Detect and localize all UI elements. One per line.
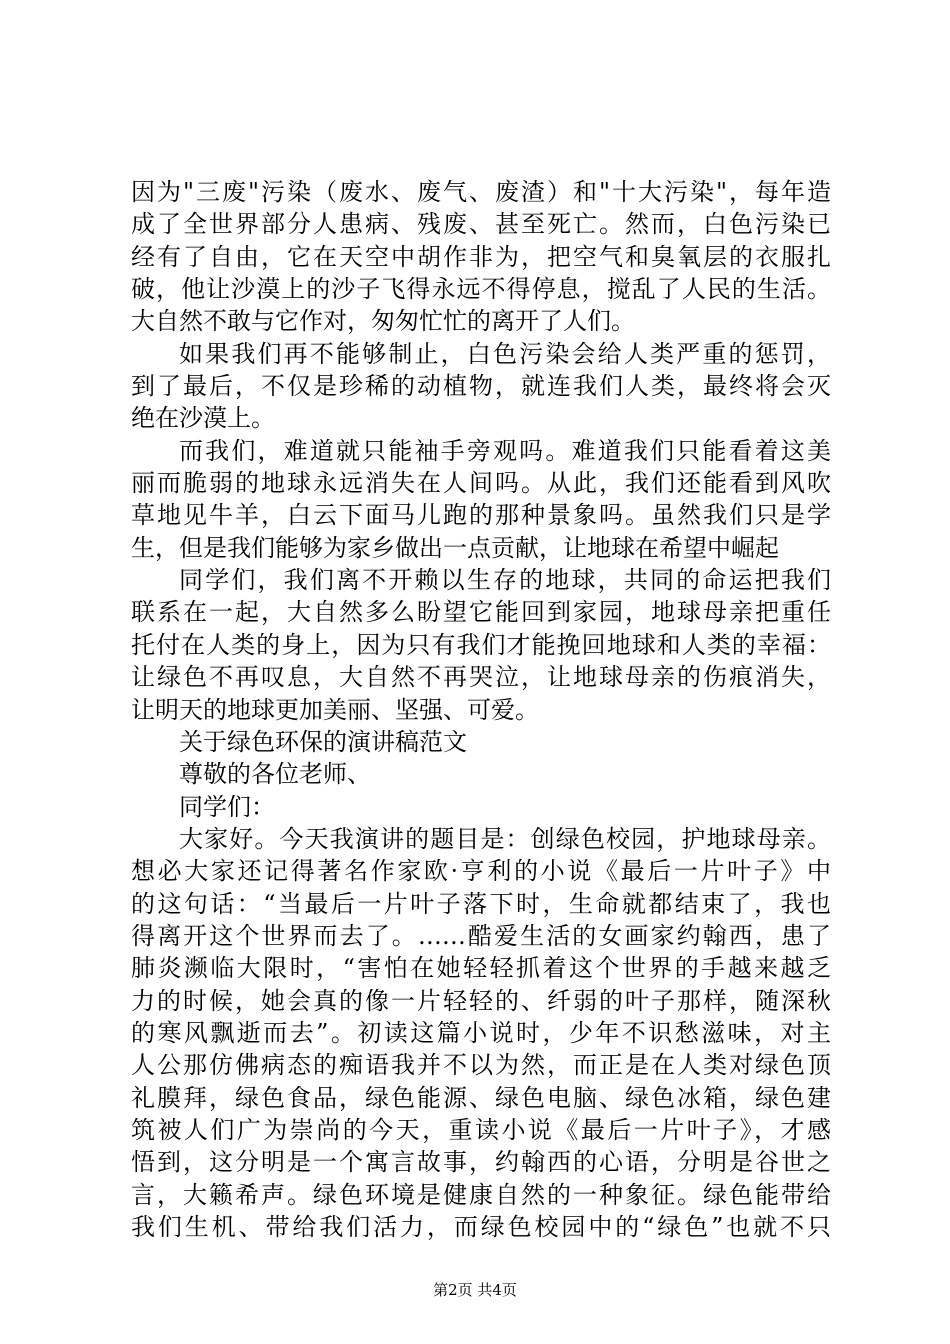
text-line: 筑被人们广为崇尚的今天，重读小说《最后一片叶子》，才感 <box>131 1115 831 1144</box>
text-line: 想必大家还记得著名作家欧·亨利的小说《最后一片叶子》中 <box>131 857 831 886</box>
text-line: 因为"三废"污染（废水、废气、废渣）和"十大污染"，每年造 <box>131 178 831 206</box>
text-line: 的这句话：“当最后一片叶子落下时，生命就都结束了，我也 <box>131 889 831 918</box>
text-line: 而我们，难道就只能袖手旁观吗。难道我们只能看着这美 <box>179 436 831 465</box>
document-body <box>131 176 831 1243</box>
text-line: 得离开这个世界而去了。……酷爱生活的女画家约翰西，患了 <box>131 921 831 950</box>
text-line: 大自然不敢与它作对，匆匆忙忙的离开了人们。 <box>131 307 635 336</box>
text-line: 让绿色不再叹息，大自然不再哭泣，让地球母亲的伤痕消失， <box>131 663 831 692</box>
text-line: 的寒风飘逝而去”。初读这篇小说时，少年不识愁滋味，对主 <box>131 1018 831 1047</box>
text-line: 我们生机、带给我们活力，而绿色校园中的“绿色”也就不只 <box>131 1213 831 1241</box>
text-line: 同学们，我们离不开赖以生存的地球，共同的命运把我们 <box>179 566 831 595</box>
text-line: 联系在一起，大自然多么盼望它能回到家园，地球母亲把重任 <box>131 598 831 627</box>
section-title: 关于绿色环保的演讲稿范文 <box>179 727 467 756</box>
text-line: 让明天的地球更加美丽、坚强、可爱。 <box>131 695 539 724</box>
text-line: 丽而脆弱的地球永远消失在人间吗。从此，我们还能看到风吹 <box>131 469 831 498</box>
page-number-footer: 第2页 共4页 <box>433 1281 517 1299</box>
text-line: 言，大籁希声。绿色环境是健康自然的一种象征。绿色能带给 <box>131 1180 831 1209</box>
text-line: 礼膜拜，绿色食品，绿色能源、绿色电脑、绿色冰箱，绿色建 <box>131 1083 831 1112</box>
salutation-line: 尊敬的各位老师、 <box>179 760 371 789</box>
text-line: 破，他让沙漠上的沙子飞得永远不得停息，搅乱了人民的生活。 <box>131 275 831 304</box>
text-line: 绝在沙漠上。 <box>131 404 275 433</box>
text-line: 经有了自由，它在天空中胡作非为，把空气和臭氧层的衣服扎 <box>131 242 831 271</box>
text-line: 到了最后，不仅是珍稀的动植物，就连我们人类，最终将会灭 <box>131 372 831 401</box>
text-line: 如果我们再不能够制止，白色污染会给人类严重的惩罚， <box>179 339 831 368</box>
text-line: 草地见牛羊，白云下面马儿跑的那种景象吗。虽然我们只是学 <box>131 501 831 530</box>
text-line: 大家好。今天我演讲的题目是：创绿色校园，护地球母亲。 <box>179 824 831 853</box>
text-line: 力的时候，她会真的像一片轻轻的、纤弱的叶子那样，随深秋 <box>131 986 831 1015</box>
text-line: 肺炎濒临大限时，“害怕在她轻轻抓着这个世界的手越来越乏 <box>131 954 831 983</box>
text-line: 生，但是我们能够为家乡做出一点贡献，让地球在希望中崛起 <box>131 533 779 562</box>
text-line: 托付在人类的身上，因为只有我们才能挽回地球和人类的幸福： <box>131 630 831 659</box>
text-line: 悟到，这分明是一个寓言故事，约翰西的心语，分明是谷世之 <box>131 1148 831 1177</box>
salutation-line: 同学们： <box>179 792 275 821</box>
text-line: 人公那仿佛病态的痴语我并不以为然，而正是在人类对绿色顶 <box>131 1051 831 1080</box>
text-line: 成了全世界部分人患病、残废、甚至死亡。然而，白色污染已 <box>131 210 831 239</box>
